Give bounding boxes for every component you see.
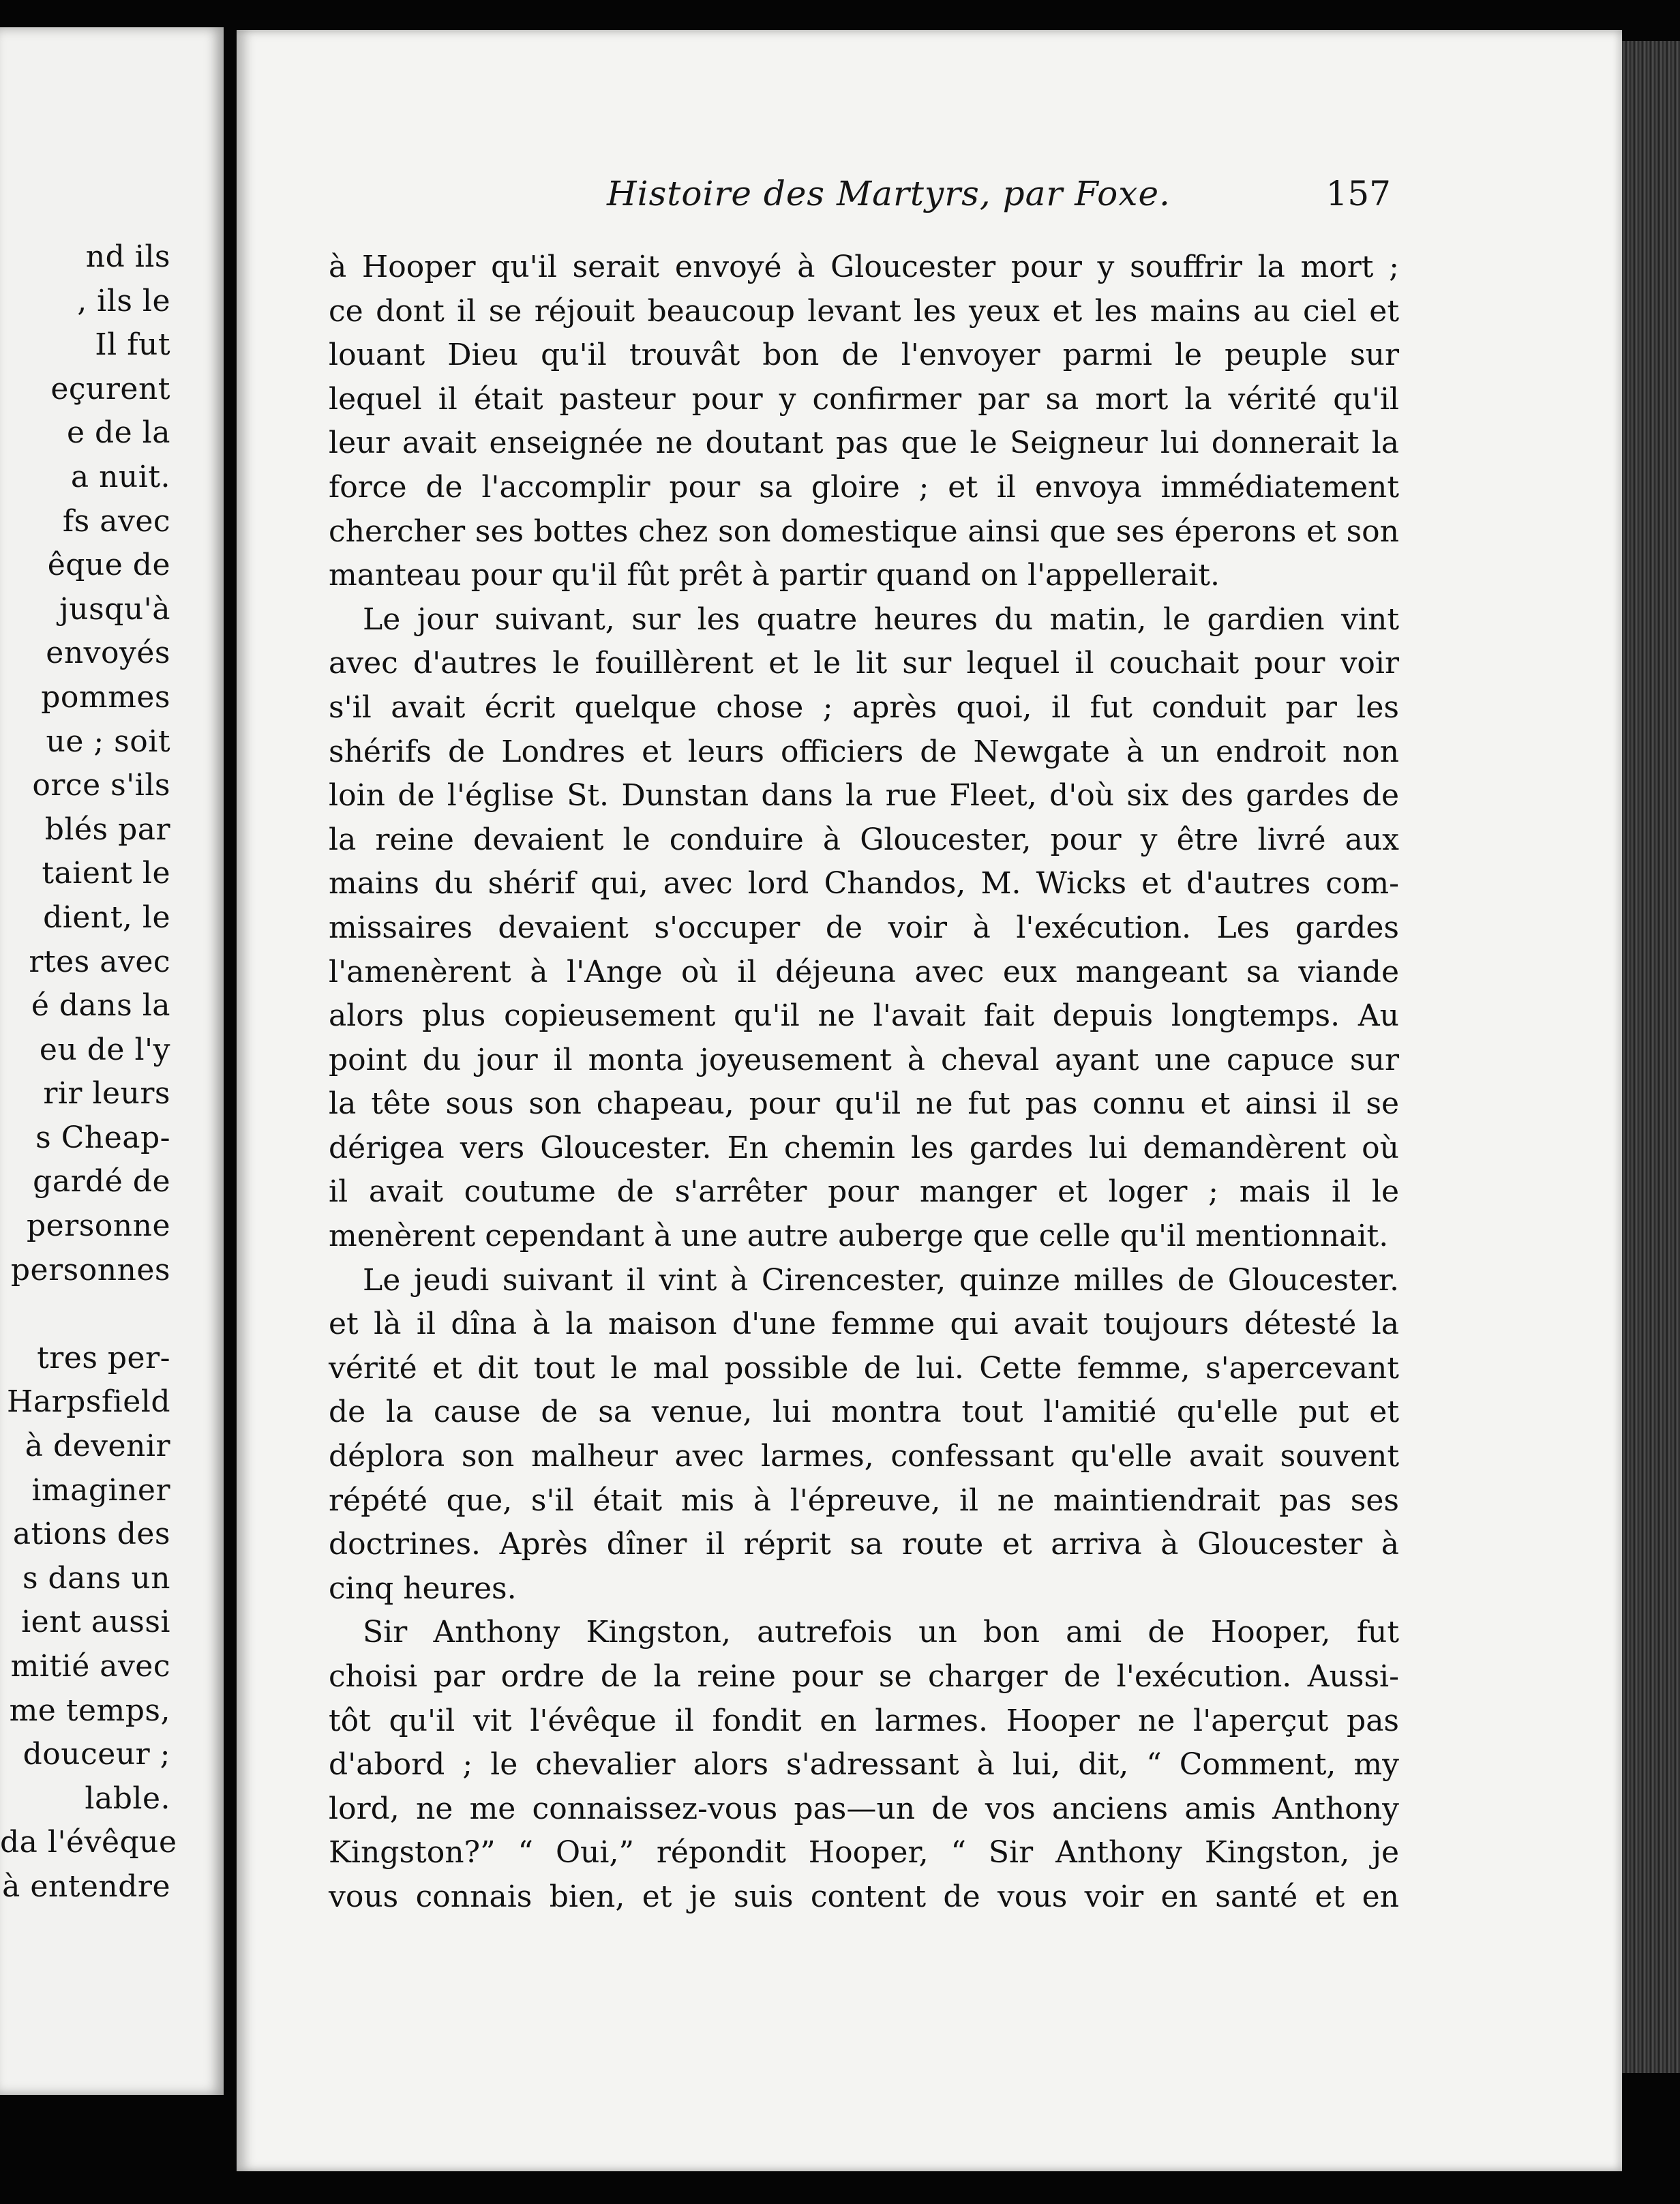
body-line: Sir Anthony Kingston, autrefois un bon ami de Hooper, fut [363,1615,1399,1650]
body-line: alors plus copieusement qu'il ne l'avait fait depuis longtemps. Au [329,998,1399,1034]
body-line: dérigea vers Gloucester. En chemin les gardes lui demandèrent où [329,1130,1399,1165]
left-page-line: dient, le [43,899,170,935]
left-page-line: me temps, [9,1693,170,1728]
body-line: déplora son malheur avec larmes, confessant qu'elle avait souvent [329,1439,1399,1474]
body-line: point du jour il monta joyeusement à cheval ayant une capuce sur [329,1042,1399,1077]
left-page-line: eçurent [50,371,170,406]
left-page-line: personne [26,1208,170,1244]
body-line: shérifs de Londres et leurs officiers de Newgate à un endroit non [329,734,1399,769]
left-page-line: ations des [12,1517,170,1552]
body-line: manteau pour qu'il fût prêt à partir quand on l'appellerait. [329,558,1220,593]
left-page-line: e de la [66,415,170,451]
body-line: vérité et dit tout le mal possible de lui. Cette femme, s'apercevant [329,1350,1399,1386]
body-line: lequel il était pasteur pour y confirmer par sa mort la vérité qu'il [329,381,1399,417]
left-page-line: taient le [42,856,170,891]
left-page-line: orce s'ils [32,768,170,803]
body-line: répété que, s'il était mis à l'épreuve, il ne maintiendrait pas ses [329,1483,1399,1518]
left-page-line: rtes avec [29,944,170,979]
left-page-line: à devenir [25,1429,170,1464]
body-line: force de l'accomplir pour sa gloire ; et il envoya immédiatement [329,469,1399,505]
body-line: s'il avait écrit quelque chose ; après quoi, il fut conduit par les [329,689,1399,725]
left-page-line: eu de l'y [39,1032,170,1067]
body-line: choisi par ordre de la reine pour se charger de l'exécution. Aussi- [329,1659,1399,1694]
left-page-line: imaginer [31,1472,170,1508]
left-page-line: , ils le [77,283,170,318]
left-page-line [0,1292,224,1337]
left-page-line: êque de [47,548,170,583]
body-line: ce dont il se réjouit beaucoup levant les yeux et les mains au ciel et [329,293,1399,329]
body-text [329,245,1399,1920]
body-line: à Hooper qu'il serait envoyé à Gloucester pour y souffrir la mort ; [329,250,1399,284]
left-page-line: rir leurs [43,1076,170,1112]
left-page-line: nd ils [85,239,170,274]
left-page-line: ient aussi [21,1605,170,1640]
body-line: menèrent cependant à une autre auberge que celle qu'il mentionnait. [329,1219,1389,1254]
left-page-fragment [0,27,224,2095]
left-page-line: fs avec [62,503,170,539]
body-line: Le jeudi suivant il vint à Cirencester, quinze milles de Gloucester. [363,1262,1399,1298]
left-page-line: douceur ; [22,1737,170,1772]
left-page-line: à entendre [2,1868,170,1904]
left-page-line: jusqu'à [59,591,170,627]
left-page-line: personnes [10,1252,170,1287]
body-line: la reine devaient le conduire à Gloucester, pour y être livré aux [329,822,1399,857]
page-number: 157 [1325,174,1391,213]
left-page-line: s dans un [22,1560,170,1596]
left-page-line: blés par [44,811,170,847]
body-line: l'amenèrent à l'Ange où il déjeuna avec eux mangeant sa viande [329,954,1399,989]
left-page-line: lable. [85,1781,170,1816]
running-head [607,174,1391,228]
body-line: cinq heures. [329,1570,517,1606]
left-page-line: ue ; soit [46,724,170,759]
body-line: la tête sous son chapeau, pour qu'il ne fut pas connu et ainsi il se [329,1086,1399,1122]
body-line: de la cause de sa venue, lui montra tout l'amitié qu'elle put et [329,1395,1399,1430]
left-page-line: tres per- [37,1340,170,1375]
body-line: loin de l'église St. Dunstan dans la rue Fleet, d'où six des gardes de [329,778,1399,814]
body-line: doctrines. Après dîner il réprit sa route et arriva à Gloucester à [329,1527,1399,1562]
running-title: Histoire des Martyrs, par Foxe. [607,174,1171,213]
left-page-line: a nuit. [70,459,170,494]
body-line: tôt qu'il vit l'évêque il fondit en larmes. Hooper ne l'aperçut pas [329,1703,1399,1738]
left-page-line: é dans la [31,988,170,1024]
body-line: lord, ne me connaissez-vous pas—un de vos anciens amis Anthony [329,1791,1399,1826]
body-line: vous connais bien, et je suis content de vous voir en santé et en [329,1879,1399,1914]
left-page-line: Il fut [95,327,170,363]
body-line: d'abord ; le chevalier alors s'adressant à lui, dit, “ Comment, my [329,1747,1399,1783]
body-line: Le jour suivant, sur les quatre heures du matin, le gardien vint [363,601,1399,637]
left-page-line: s Cheap- [35,1120,170,1155]
left-page-line: Harpsfield [6,1384,170,1420]
body-line: avec d'autres le fouillèrent et le lit sur lequel il couchait pour voir [329,646,1399,681]
body-line: il avait coutume de s'arrêter pour manger et loger ; mais il le [329,1174,1399,1210]
page-edge-stack [1622,41,1680,2073]
left-page-line: mitié avec [10,1649,170,1684]
body-line: chercher ses bottes chez son domestique ainsi que ses éperons et son [329,513,1399,549]
left-page-lines [0,235,224,1909]
body-line: et là il dîna à la maison d'une femme qui avait toujours détesté la [329,1307,1399,1342]
left-page-line: envoyés [46,636,170,671]
left-page-line: gardé de [33,1164,170,1200]
body-line: missaires devaient s'occuper de voir à l'exécution. Les gardes [329,910,1399,945]
left-page-line: da l'évêque [0,1825,177,1860]
body-line: mains du shérif qui, avec lord Chandos, M. Wicks et d'autres com- [329,866,1399,902]
left-page-line: pommes [41,679,170,715]
body-line: louant Dieu qu'il trouvât bon de l'envoyer parmi le peuple sur [329,338,1399,373]
body-line: leur avait enseignée ne doutant pas que le Seigneur lui donnerait la [329,426,1399,461]
body-line: Kingston?” “ Oui,” répondit Hooper, “ Sir Anthony Kingston, je [329,1835,1399,1871]
